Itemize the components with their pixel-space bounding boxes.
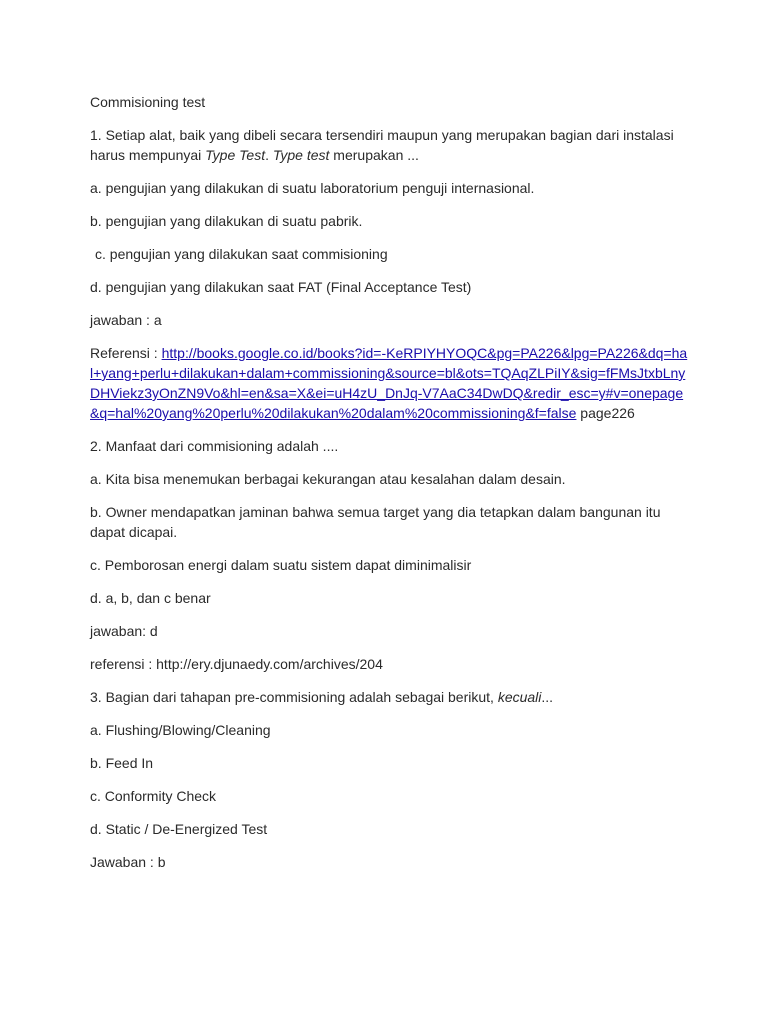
q3-option-b: b. Feed In [90, 755, 154, 771]
q3-option-d: d. Static / De-Energized Test [90, 821, 268, 837]
q1-answer: jawaban : a [90, 312, 162, 328]
question-2: 2. Manfaat dari commisioning adalah .... [90, 438, 339, 454]
q1-option-d: d. pengujian yang dilakukan saat FAT (Final Acceptance Test) [90, 279, 472, 295]
q2-option-a: a. Kita bisa menemukan berbagai kekurangan atau kesalahan dalam desain. [90, 471, 566, 487]
question-1-italic-type-test: Type Test [205, 147, 266, 163]
q2-option-b: b. Owner mendapatkan jaminan bahwa semua target yang dia tetapkan dalam bangunan itu dapat dicapai. [90, 504, 661, 540]
question-3-suffix: ... [541, 689, 554, 705]
q1-option-c: c. pengujian yang dilakukan saat commisioning [95, 246, 388, 262]
question-1-suffix: merupakan ... [329, 147, 419, 163]
q2-option-c: c. Pemborosan energi dalam suatu sistem dapat diminimalisir [90, 557, 472, 573]
q1-option-a: a. pengujian yang dilakukan di suatu laboratorium penguji internasional. [90, 180, 535, 196]
question-3-italic-kecuali: kecuali [497, 689, 542, 705]
q1-option-b: b. pengujian yang dilakukan di suatu pabrik. [90, 213, 363, 229]
document-page [90, 92, 690, 885]
question-3 [90, 687, 690, 707]
question-1-italic-type-test-2: Type test [272, 147, 330, 163]
q3-answer: Jawaban : b [90, 854, 166, 870]
q1-reference-link[interactable]: http://books.google.co.id/books?id=-KeRPIYHYOQC&pg=PA226&lpg=PA226&dq=hal+yang+perlu+dilakukan+dalam+commissioning&source=bl&ots=TQAqZLPiIY&sig=fFMsJtxbLnyDHViekz3yOnZN9Vo&hl=en&sa=X&ei=uH4zU_DnJq-V7AaC34DwDQ&redir_esc=y#v=onepage&q=hal%20yang%20perlu%20dilakukan%20dalam%20commissioning&f=false [90, 345, 688, 421]
q3-option-c: c. Conformity Check [90, 788, 217, 804]
question-1-mid: . [265, 147, 273, 163]
q1-reference [90, 343, 690, 423]
q1-reference-label: Referensi : [90, 345, 162, 361]
question-1-prefix: 1. Setiap alat, baik yang dibeli secara tersendiri maupun yang merupakan bagian dari instalasi harus mempunyai [90, 127, 674, 163]
q1-reference-suffix: page226 [576, 405, 635, 421]
question-3-prefix: 3. Bagian dari tahapan pre-commisioning adalah sebagai berikut, [90, 689, 498, 705]
q2-reference: referensi : http://ery.djunaedy.com/archives/204 [90, 656, 383, 672]
q2-answer: jawaban: d [90, 623, 158, 639]
q3-option-a: a. Flushing/Blowing/Cleaning [90, 722, 271, 738]
doc-title: Commisioning test [90, 94, 206, 110]
q2-option-d: d. a, b, dan c benar [90, 590, 211, 606]
question-1 [90, 125, 690, 165]
